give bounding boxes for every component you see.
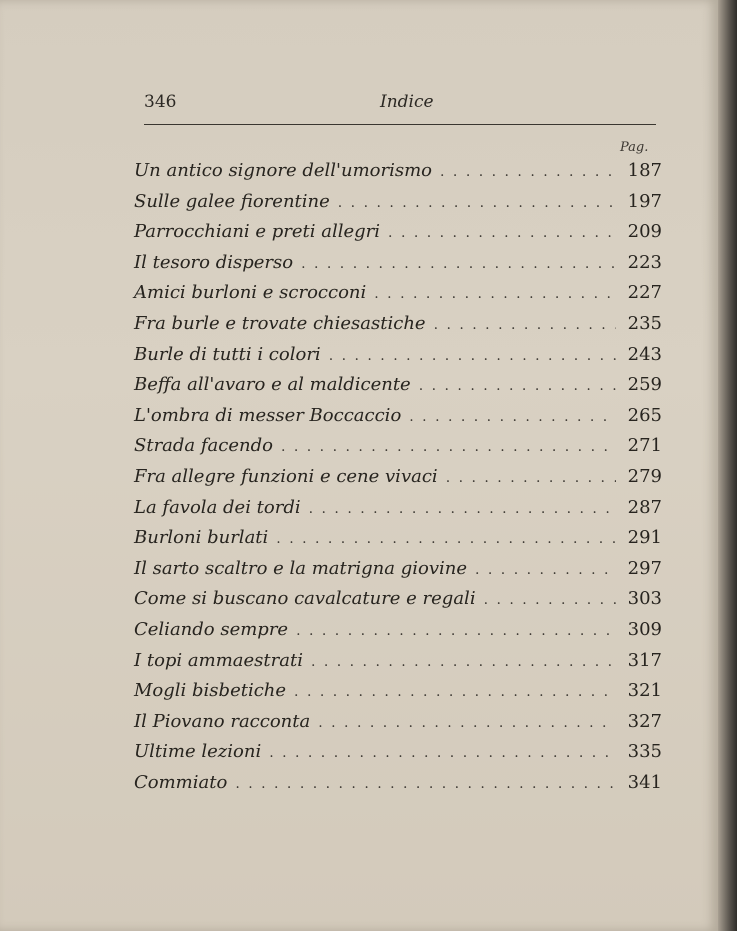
toc-entry-title: I topi ammaestrati [134,649,303,671]
page-edge [718,0,737,931]
toc-entry [134,646,662,677]
toc-entry-title: Un antico signore dell'umorismo [134,160,433,181]
toc-entry-title: Mogli bisbetiche [134,680,287,702]
dot-leader [276,524,616,555]
toc-entry-title: Commiato [134,771,228,793]
toc-entry-title: Ultime lezioni [134,741,262,763]
toc-entry [134,217,662,248]
toc-entry [134,401,662,432]
toc-entry-title: Burle di tutti i colori [134,343,321,365]
toc-entry-page: 265 [627,404,662,426]
dot-leader [419,371,616,402]
toc-entry-title: Sulle galee fiorentine [134,190,330,212]
dot-leader [309,494,616,525]
toc-entry-page: 321 [627,680,662,702]
page-number: 346 [144,92,177,112]
dot-leader [409,402,616,433]
toc-entry-title: Burloni burlati [134,527,269,549]
toc-entry [134,462,662,493]
toc-entry-page: 271 [627,435,662,457]
toc-entry-title: Beffa all'avaro e al maldicente [134,374,411,396]
toc-entry-page: 317 [627,649,662,671]
toc-entry-page: 223 [627,251,662,273]
running-title: Indice [380,92,434,112]
toc-entry-page: 243 [627,343,662,365]
toc-entry [134,309,662,340]
toc-entry-title: La favola dei tordi [134,496,301,518]
toc-entry [134,370,662,401]
toc-entry [134,523,662,554]
toc-entry-page: 341 [627,771,662,793]
toc-entry-page: 259 [627,374,662,396]
toc-entry-page: 291 [627,527,662,549]
toc-entry [134,156,662,187]
dot-leader [235,769,616,800]
dot-leader [374,279,616,310]
toc-entry-page: 197 [627,190,662,212]
toc-entry [134,340,662,371]
toc-entry-title: L'ombra di messer Boccaccio [134,404,402,426]
page-header [144,92,656,118]
toc-entry-title: Fra burle e trovate chiesastiche [134,312,426,334]
toc-entry [134,554,662,585]
dot-leader [296,616,616,647]
toc-entry-title: Il Piovano racconta [134,710,311,732]
toc-entry [134,431,662,462]
toc-entry-page: 209 [627,221,662,243]
toc-entry [134,615,662,646]
dot-leader [281,432,616,463]
dot-leader [294,677,616,708]
dot-leader [329,341,616,372]
toc-entry-page: 309 [627,618,662,640]
dot-leader [475,555,616,586]
toc-entry-title: Il tesoro disperso [134,251,294,273]
toc-entry [134,493,662,524]
toc-entry-title: Parrocchiani e preti allegri [134,221,381,243]
toc-entry [134,584,662,615]
dot-leader [434,310,616,341]
toc-entry-title: Come si buscano cavalcature e regali [134,588,476,610]
toc-entry-page: 303 [627,588,662,610]
toc-entry-page: 279 [627,465,662,487]
toc-entry-title: Strada facendo [134,435,273,457]
toc-entry [134,737,662,768]
dot-leader [318,708,616,739]
toc-entry-page: 227 [627,282,662,304]
toc-entry [134,248,662,279]
toc-entry [134,707,662,738]
toc-entry-page: 297 [627,557,662,579]
toc-entry-page: 235 [627,312,662,334]
toc-entry-title: Amici burloni e scrocconi [134,282,367,304]
header-rule [144,124,656,125]
table-of-contents [134,156,662,798]
dot-leader [484,585,616,616]
dot-leader [269,738,616,769]
toc-entry-page: 287 [627,496,662,518]
toc-entry [134,768,662,799]
toc-entry-title: Fra allegre funzioni e cene vivaci [134,465,438,487]
dot-leader [440,157,616,188]
page-column-label: Pag. [620,140,649,155]
toc-entry-page: 327 [627,710,662,732]
dot-leader [446,463,616,494]
toc-entry [134,187,662,218]
dot-leader [311,647,616,678]
toc-entry-page: 335 [627,741,662,763]
dot-leader [301,249,616,280]
toc-entry-page: 187 [627,160,662,181]
toc-entry-title: Il sarto scaltro e la matrigna giovine [134,557,467,579]
dot-leader [338,188,616,219]
toc-entry-title: Celiando sempre [134,618,289,640]
toc-entry [134,676,662,707]
toc-entry [134,278,662,309]
dot-leader [388,218,616,249]
